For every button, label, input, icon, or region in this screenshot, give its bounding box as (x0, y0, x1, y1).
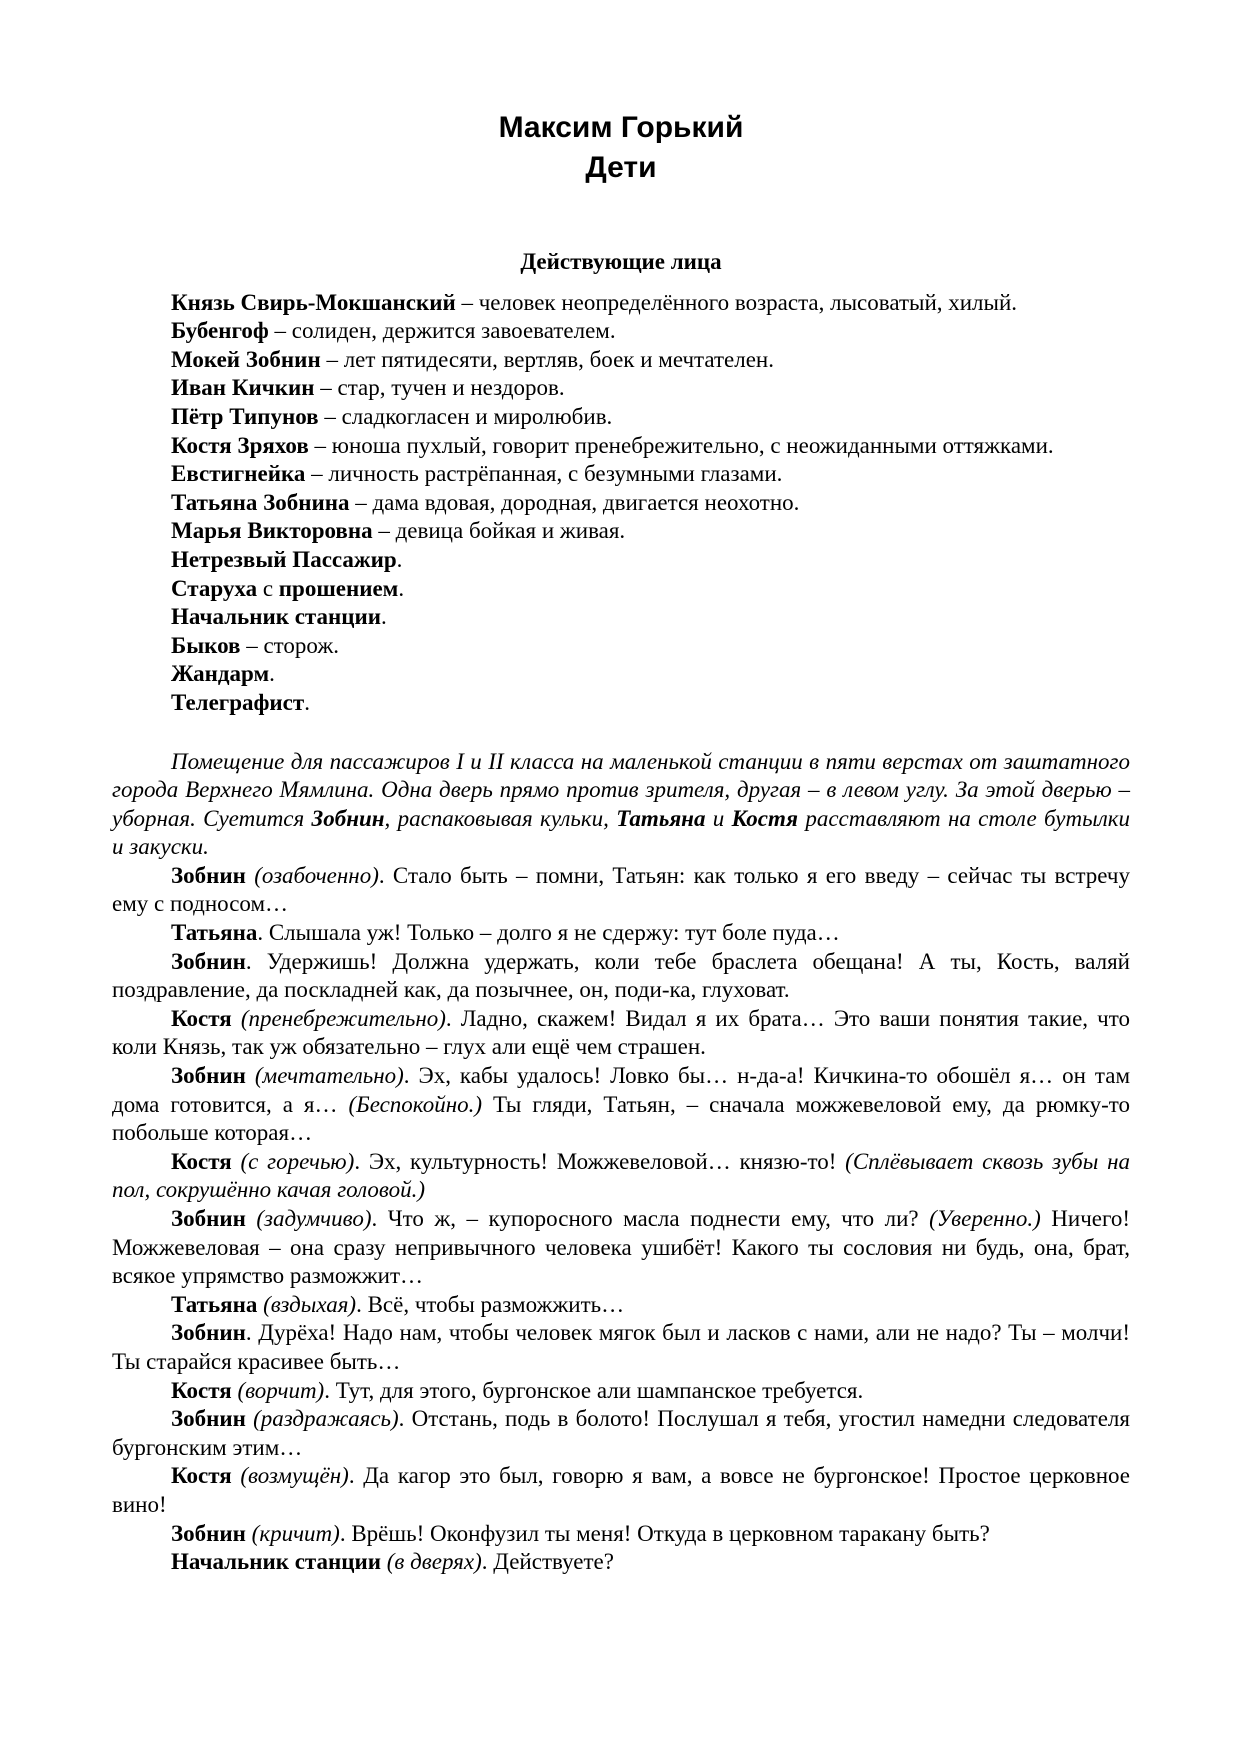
dialogue-container (112, 862, 1130, 1577)
speaker-name: Костя (171, 1463, 232, 1489)
cast-item (112, 632, 1130, 661)
speaker-name: Зобнин (171, 1063, 246, 1089)
title-block (112, 108, 1130, 188)
speech-text: . Действуете? (481, 1549, 614, 1575)
speech-text: . Дурёха! Надо нам, чтобы человек мягок был и ласков с нами, али не надо? Ты – молчи! Ты старайся красивее быть… (112, 1320, 1130, 1374)
dialogue-line (112, 1462, 1130, 1519)
play-text (112, 748, 1130, 1577)
cast-desc: – человек неопределённого возраста, лысоватый, хилый. (455, 289, 1018, 315)
cast-item (112, 317, 1130, 346)
speech-text: . Эх, культурность! Можжевеловой… князю-то! (354, 1148, 846, 1174)
dialogue-line (112, 919, 1130, 948)
stage-text: , распаковывая кульки, (384, 805, 617, 831)
cast-item (112, 489, 1130, 518)
author-name: Максим Горький (498, 111, 744, 144)
cast-item (112, 346, 1130, 375)
dialogue-line (112, 1405, 1130, 1462)
speech-text: . Эх, кабы удалось! Ловко бы… н-да-а! Кичкина-то обошёл я… он там дома готовится, а я… (112, 1063, 1130, 1117)
stage-text: и (705, 805, 732, 831)
stage-remark: (Беспокойно.) (348, 1091, 483, 1117)
stage-character: Костя (731, 805, 799, 831)
speaker-name: Костя (171, 1377, 232, 1403)
stage-remark: (Уверенно.) (929, 1206, 1041, 1231)
work-title: Дети (585, 151, 657, 184)
cast-desc: – солиден, держится завоевателем. (268, 318, 616, 344)
stage-character: Татьяна (616, 805, 706, 831)
dialogue-line (112, 1520, 1130, 1549)
speech-text: . Тут, для этого, бургонское али шампанское требуется. (324, 1377, 864, 1403)
cast-item (112, 289, 1130, 318)
cast-name: Татьяна Зобнина (171, 489, 350, 515)
stage-remark: (раздражаясь) (245, 1406, 399, 1432)
speaker-name: Зобнин (171, 1320, 246, 1346)
cast-desc: . (381, 604, 387, 630)
cast-name: Иван Кичкин (171, 375, 315, 401)
stage-remark: (вздыхая) (257, 1291, 357, 1317)
dialogue-line (112, 1319, 1130, 1376)
cast-item (112, 575, 1130, 604)
cast-desc: – лет пятидесяти, вертляв, боек и мечтателен. (320, 346, 774, 372)
stage-remark: (мечтательно) (245, 1063, 404, 1089)
cast-desc: – личность растрёпанная, с безумными глазами. (305, 461, 783, 487)
speech-text: Ничего! Можжевеловая – она сразу непривычного человека ушибёт! Какого ты сословия ни будь, она, брат, всякое упрямство разможжит… (112, 1206, 1130, 1289)
speech-text: . Врёшь! Оконфузил ты меня! Откуда в церковном таракану быть? (339, 1520, 990, 1546)
cast-name: Телеграфист (171, 689, 305, 715)
cast-desc: . (398, 575, 405, 601)
cast-name: прошением (278, 575, 399, 601)
speech-text: . Всё, чтобы разможжить… (356, 1291, 625, 1317)
speech-text: Ты гляди, Татьян, – сначала можжевеловой ему, да рюмку-то побольше которая… (112, 1091, 1130, 1146)
dialogue-line (112, 1062, 1130, 1148)
dialogue-line (112, 1148, 1130, 1205)
cast-name: Жандарм (171, 661, 270, 687)
cast-name: Евстигнейка (171, 461, 306, 487)
cast-item (112, 432, 1130, 461)
speech-text: . Что ж, – купоросного масла поднести ему, что ли? (371, 1206, 930, 1231)
speaker-name: Зобнин (171, 948, 246, 974)
stage-character: Зобнин (311, 805, 385, 831)
stage-remark: (с горечью) (231, 1148, 355, 1174)
cast-item (112, 546, 1130, 575)
speaker-name: Зобнин (171, 862, 246, 888)
speech-text: . Да кагор это был, говорю я вам, а вовсе не бургонское! Простое церковное вино! (112, 1463, 1130, 1517)
cast-desc: – дама вдовая, дородная, двигается неохотно. (349, 489, 800, 515)
dialogue-line (112, 1377, 1130, 1406)
stage-direction (112, 748, 1130, 862)
stage-remark: (задумчиво) (245, 1206, 372, 1231)
dialogue-line (112, 862, 1130, 919)
cast-name: Костя Зряхов (171, 432, 309, 458)
dialogue-line (112, 948, 1130, 1005)
cast-item (112, 403, 1130, 432)
speech-text: . Удержишь! Должна удержать, коли тебе браслета обещана! А ты, Кость, валяй поздравление, да поскладней как, да позычнее, он, поди-ка, глуховат. (112, 948, 1130, 1003)
dialogue-line (112, 1548, 1130, 1577)
cast-desc: . (269, 661, 275, 687)
cast-name: Быков (171, 632, 241, 658)
stage-remark: (пренебрежительно) (231, 1005, 446, 1031)
stage-remark: (кричит) (245, 1520, 340, 1546)
speaker-name: Зобнин (171, 1520, 246, 1546)
speech-text: . Стало быть – помни, Татьян: как только я его введу – сейчас ты встречу ему с подносом… (112, 862, 1130, 917)
stage-text: Помещение для пассажиров I и II класса на маленькой станции в пяти верстах от заштатного города Верхнего Мямлина. Одна дверь прямо против зрителя, другая – в левом углу. За этой дверью – уборная. Суетится (112, 748, 1130, 831)
stage-remark: (Сплёвывает сквозь зубы на пол, сокрушённо качая головой.) (112, 1148, 1131, 1203)
cast-desc: – стар, тучен и нездоров. (314, 375, 565, 401)
speaker-name: Татьяна (171, 1291, 258, 1317)
cast-item (112, 660, 1130, 689)
speech-text: . Отстань, подь в болото! Послушал я тебя, угостил намедни следователя бургонским этим… (112, 1406, 1130, 1460)
cast-desc: . (304, 689, 310, 715)
speaker-name: Зобнин (171, 1406, 246, 1432)
cast-item (112, 460, 1130, 489)
cast-desc: – сладкогласен и миролюбив. (318, 403, 613, 429)
cast-desc: – девица бойкая и живая. (372, 518, 626, 544)
cast-desc: – сторож. (240, 632, 339, 658)
cast-item (112, 689, 1130, 718)
cast-name: Марья Викторовна (171, 518, 373, 544)
cast-name: Мокей Зобнин (171, 346, 321, 372)
speaker-name: Татьяна (171, 920, 258, 946)
stage-remark: (ворчит) (231, 1377, 325, 1403)
cast-name: Нетрезвый Пассажир (171, 546, 397, 572)
speaker-name: Начальник станции (171, 1549, 382, 1575)
speech-text: . Ладно, скажем! Видал я их брата… Это ваши понятия такие, что коли Князь, так уж обязательно – глух али ещё чем страшен. (112, 1005, 1130, 1060)
dialogue-line (112, 1205, 1130, 1291)
cast-name: Старуха (171, 575, 258, 601)
cast-list (112, 289, 1130, 718)
cast-desc: – юноша пухлый, говорит пренебрежительно, с неожиданными оттяжками. (308, 432, 1054, 458)
speaker-name: Зобнин (171, 1206, 246, 1231)
stage-remark: (возмущён) (231, 1463, 349, 1489)
cast-name: Бубенгоф (171, 318, 269, 344)
cast-desc: с (257, 575, 279, 601)
stage-remark: (в дверях) (381, 1549, 482, 1575)
speaker-name: Костя (171, 1005, 232, 1031)
speaker-name: Костя (171, 1148, 232, 1174)
cast-item (112, 374, 1130, 403)
cast-heading: Действующие лица (520, 249, 722, 274)
dialogue-line (112, 1291, 1130, 1320)
cast-name: Князь Свирь-Мокшанский (171, 289, 456, 315)
stage-remark: (озабоченно) (245, 862, 379, 888)
cast-name: Начальник станции (171, 604, 382, 630)
cast-item (112, 603, 1130, 632)
stage-text: расставляют на столе бутылки и закуски. (112, 805, 1130, 860)
cast-name: Пётр Типунов (171, 403, 319, 429)
cast-item (112, 517, 1130, 546)
speech-text: . Слышала уж! Только – долго я не сдержу: тут боле пуда… (257, 920, 840, 946)
dialogue-line (112, 1005, 1130, 1062)
cast-desc: . (396, 546, 403, 572)
